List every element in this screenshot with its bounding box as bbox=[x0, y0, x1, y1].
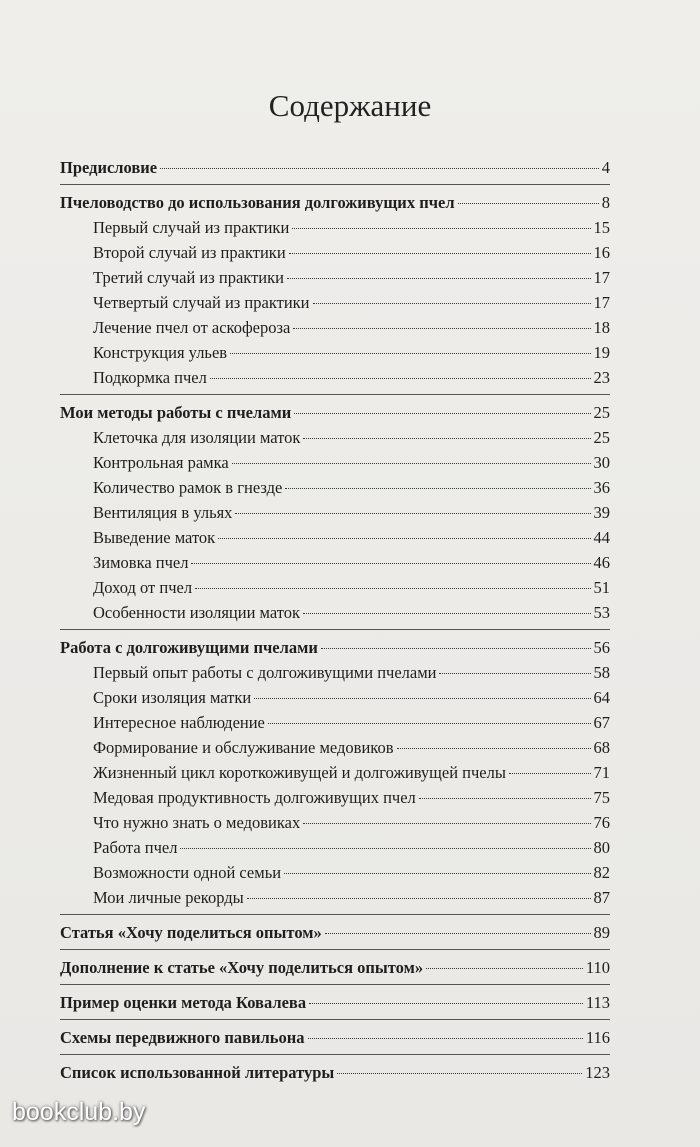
toc-entry-label: Особенности изоляции маток bbox=[93, 603, 301, 622]
toc-subsection-entry bbox=[60, 265, 610, 290]
toc-subsection-entry bbox=[60, 600, 610, 625]
toc-entry-page-number: 113 bbox=[585, 993, 610, 1012]
toc-entry-page-number: 80 bbox=[593, 838, 610, 857]
toc-entry-label: Дополнение к статье «Хочу поделиться опытом» bbox=[60, 958, 424, 977]
toc-entry-page-number: 36 bbox=[593, 478, 610, 497]
toc-entry-page-number: 4 bbox=[601, 158, 610, 177]
toc-entry-label: Жизненный цикл короткоживущей и долгоживущей пчелы bbox=[93, 763, 506, 782]
watermark-logo: bookclub.by bbox=[12, 1098, 146, 1126]
toc-entry-label: Контрольная рамка bbox=[93, 453, 229, 472]
dot-leader bbox=[439, 673, 590, 674]
toc-entry-page-number: 46 bbox=[593, 553, 610, 572]
toc-entry-label: Лечение пчел от аскофероза bbox=[93, 318, 291, 337]
table-of-contents bbox=[60, 155, 610, 1085]
toc-subsection-entry bbox=[60, 575, 610, 600]
toc-entry-page-number: 8 bbox=[601, 193, 610, 212]
toc-subsection-entry bbox=[60, 240, 610, 265]
toc-entry-page-number: 51 bbox=[593, 578, 610, 597]
toc-section-entry bbox=[60, 955, 610, 980]
section-divider bbox=[60, 629, 610, 630]
toc-subsection-entry bbox=[60, 215, 610, 240]
toc-entry-page-number: 64 bbox=[593, 688, 610, 707]
toc-entry-page-number: 25 bbox=[593, 403, 610, 422]
dot-leader bbox=[160, 168, 599, 169]
toc-subsection-entry bbox=[60, 860, 610, 885]
dot-leader bbox=[289, 253, 591, 254]
toc-entry-label: Список использованной литературы bbox=[60, 1063, 335, 1082]
dot-leader bbox=[509, 773, 591, 774]
toc-section-entry bbox=[60, 1060, 610, 1085]
dot-leader bbox=[218, 538, 590, 539]
dot-leader bbox=[303, 438, 590, 439]
dot-leader bbox=[235, 513, 590, 514]
toc-subsection-entry bbox=[60, 340, 610, 365]
toc-subsection-entry bbox=[60, 425, 610, 450]
dot-leader bbox=[308, 1038, 583, 1039]
dot-leader bbox=[458, 203, 599, 204]
toc-entry-page-number: 17 bbox=[593, 268, 610, 287]
toc-subsection-entry bbox=[60, 365, 610, 390]
toc-entry-page-number: 19 bbox=[593, 343, 610, 362]
toc-entry-page-number: 89 bbox=[593, 923, 610, 942]
toc-entry-page-number: 116 bbox=[585, 1028, 610, 1047]
dot-leader bbox=[230, 353, 590, 354]
toc-entry-label: Что нужно знать о медовиках bbox=[93, 813, 301, 832]
toc-entry-page-number: 110 bbox=[585, 958, 610, 977]
toc-subsection-entry bbox=[60, 315, 610, 340]
toc-entry-label: Мои методы работы с пчелами bbox=[60, 403, 292, 422]
toc-subsection-entry bbox=[60, 760, 610, 785]
dot-leader bbox=[313, 303, 591, 304]
toc-entry-page-number: 15 bbox=[593, 218, 610, 237]
section-divider bbox=[60, 184, 610, 185]
toc-section-entry bbox=[60, 990, 610, 1015]
toc-entry-page-number: 25 bbox=[593, 428, 610, 447]
dot-leader bbox=[397, 748, 591, 749]
dot-leader bbox=[337, 1073, 582, 1074]
toc-entry-label: Четвертый случай из практики bbox=[93, 293, 310, 312]
toc-entry-label: Возможности одной семьи bbox=[93, 863, 282, 882]
toc-subsection-entry bbox=[60, 710, 610, 735]
toc-entry-label: Предисловие bbox=[60, 158, 158, 177]
dot-leader bbox=[247, 898, 591, 899]
toc-entry-label: Второй случай из практики bbox=[93, 243, 286, 262]
toc-entry-label: Работа пчел bbox=[93, 838, 178, 857]
dot-leader bbox=[303, 823, 590, 824]
dot-leader bbox=[426, 968, 583, 969]
toc-entry-label: Вентиляция в ульях bbox=[93, 503, 233, 522]
toc-entry-label: Интересное наблюдение bbox=[93, 713, 265, 732]
dot-leader bbox=[293, 328, 590, 329]
toc-entry-page-number: 68 bbox=[593, 738, 610, 757]
toc-section-entry bbox=[60, 920, 610, 945]
toc-subsection-entry bbox=[60, 735, 610, 760]
toc-entry-page-number: 75 bbox=[593, 788, 610, 807]
dot-leader bbox=[287, 278, 591, 279]
toc-subsection-entry bbox=[60, 450, 610, 475]
dot-leader bbox=[303, 613, 590, 614]
toc-entry-label: Сроки изоляция матки bbox=[93, 688, 252, 707]
toc-section-entry bbox=[60, 155, 610, 180]
toc-entry-label: Пчеловодство до использования долгоживущих пчел bbox=[60, 193, 455, 212]
toc-entry-label: Зимовка пчел bbox=[93, 553, 189, 572]
toc-entry-label: Количество рамок в гнезде bbox=[93, 478, 283, 497]
section-divider bbox=[60, 914, 610, 915]
toc-entry-label: Медовая продуктивность долгоживущих пчел bbox=[93, 788, 416, 807]
section-divider bbox=[60, 1054, 610, 1055]
dot-leader bbox=[285, 488, 590, 489]
toc-entry-page-number: 58 bbox=[593, 663, 610, 682]
toc-subsection-entry bbox=[60, 785, 610, 810]
toc-entry-page-number: 44 bbox=[593, 528, 610, 547]
dot-leader bbox=[268, 723, 591, 724]
dot-leader bbox=[292, 228, 590, 229]
toc-entry-page-number: 17 bbox=[593, 293, 610, 312]
toc-entry-label: Конструкция ульев bbox=[93, 343, 228, 362]
toc-entry-page-number: 82 bbox=[593, 863, 610, 882]
section-divider bbox=[60, 984, 610, 985]
toc-entry-page-number: 30 bbox=[593, 453, 610, 472]
toc-subsection-entry bbox=[60, 550, 610, 575]
toc-section-entry bbox=[60, 400, 610, 425]
dot-leader bbox=[419, 798, 591, 799]
toc-entry-page-number: 87 bbox=[593, 888, 610, 907]
dot-leader bbox=[232, 463, 591, 464]
toc-entry-page-number: 16 bbox=[593, 243, 610, 262]
toc-entry-label: Клеточка для изоляции маток bbox=[93, 428, 301, 447]
toc-subsection-entry bbox=[60, 660, 610, 685]
dot-leader bbox=[284, 873, 590, 874]
toc-entry-page-number: 39 bbox=[593, 503, 610, 522]
toc-entry-label: Мои личные рекорды bbox=[93, 888, 244, 907]
toc-entry-page-number: 53 bbox=[593, 603, 610, 622]
dot-leader bbox=[180, 848, 590, 849]
dot-leader bbox=[321, 648, 591, 649]
dot-leader bbox=[210, 378, 591, 379]
toc-subsection-entry bbox=[60, 810, 610, 835]
toc-entry-label: Третий случай из практики bbox=[93, 268, 284, 287]
toc-section-entry bbox=[60, 635, 610, 660]
toc-subsection-entry bbox=[60, 835, 610, 860]
toc-subsection-entry bbox=[60, 290, 610, 315]
dot-leader bbox=[254, 698, 590, 699]
toc-entry-page-number: 76 bbox=[593, 813, 610, 832]
dot-leader bbox=[325, 933, 591, 934]
toc-entry-label: Работа с долгоживущими пчелами bbox=[60, 638, 318, 657]
toc-entry-label: Первый опыт работы с долгоживущими пчелами bbox=[93, 663, 437, 682]
toc-subsection-entry bbox=[60, 885, 610, 910]
toc-entry-label: Формирование и обслуживание медовиков bbox=[93, 738, 394, 757]
page-title: Содержание bbox=[268, 88, 432, 123]
toc-subsection-entry bbox=[60, 475, 610, 500]
dot-leader bbox=[191, 563, 590, 564]
section-divider bbox=[60, 394, 610, 395]
toc-subsection-entry bbox=[60, 500, 610, 525]
toc-entry-label: Подкормка пчел bbox=[93, 368, 207, 387]
toc-entry-label: Статья «Хочу поделиться опытом» bbox=[60, 923, 322, 942]
toc-subsection-entry bbox=[60, 685, 610, 710]
toc-entry-page-number: 23 bbox=[593, 368, 610, 387]
toc-section-entry bbox=[60, 1025, 610, 1050]
dot-leader bbox=[294, 413, 590, 414]
toc-entry-page-number: 123 bbox=[585, 1063, 610, 1082]
section-divider bbox=[60, 949, 610, 950]
toc-entry-label: Первый случай из практики bbox=[93, 218, 290, 237]
toc-entry-label: Выведение маток bbox=[93, 528, 216, 547]
toc-entry-label: Доход от пчел bbox=[93, 578, 193, 597]
toc-entry-page-number: 56 bbox=[593, 638, 610, 657]
section-divider bbox=[60, 1019, 610, 1020]
toc-entry-page-number: 18 bbox=[593, 318, 610, 337]
toc-entry-label: Пример оценки метода Ковалева bbox=[60, 993, 307, 1012]
toc-entry-page-number: 71 bbox=[593, 763, 610, 782]
dot-leader bbox=[195, 588, 590, 589]
toc-entry-page-number: 67 bbox=[593, 713, 610, 732]
toc-subsection-entry bbox=[60, 525, 610, 550]
dot-leader bbox=[309, 1003, 583, 1004]
toc-entry-label: Схемы передвижного павильона bbox=[60, 1028, 305, 1047]
toc-section-entry bbox=[60, 190, 610, 215]
